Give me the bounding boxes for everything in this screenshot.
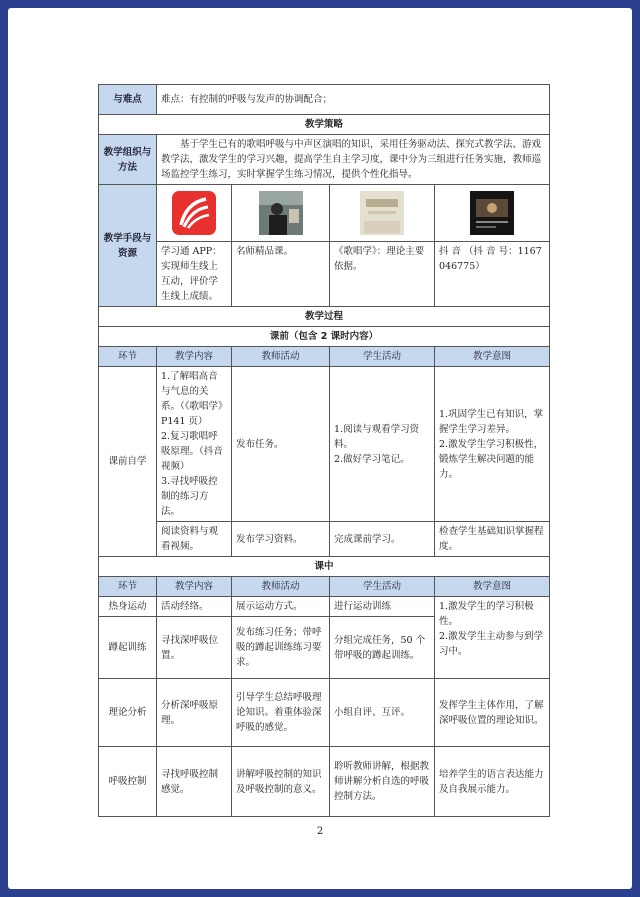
teacher-activity-cell: 发布任务。 (232, 367, 330, 522)
strategy-title-row (99, 115, 550, 135)
teacher-activity-cell: 讲解呼吸控制的知识及呼吸控制的意义。 (232, 747, 330, 817)
intent-cell: 1.巩固学生已有知识，掌握学生学习差异。 2.激发学生学习积极性，锻炼学生解决问题的能力。 (435, 367, 550, 522)
column-header: 教学意图 (435, 577, 550, 597)
column-header: 教学意图 (435, 347, 550, 367)
process-title-row (99, 307, 550, 327)
table-row (99, 522, 550, 557)
page-number: 2 (316, 826, 324, 837)
difficulty-text: 难点：有控制的呼吸与发声的协调配合； (157, 85, 550, 115)
douyin-video-thumbnail-icon (470, 191, 514, 235)
intent-cell: 检查学生基础知识掌握程度。 (435, 522, 550, 557)
intent-cell: 发挥学生主体作用，了解深呼吸位置的理论知识。 (435, 679, 550, 747)
student-activity-cell: 聆听教师讲解，根据教师讲解分析自选的呼吸控制方法。 (330, 747, 435, 817)
table-row (99, 679, 550, 747)
teacher-activity-cell: 展示运动方式。 (232, 597, 330, 617)
xuexitong-app-logo-icon (172, 191, 216, 235)
difficulty-label: 与难点 (99, 85, 157, 115)
stage-cell: 理论分析 (99, 679, 157, 747)
column-header: 教学内容 (157, 347, 232, 367)
resource-image-cell (330, 185, 435, 242)
resources-text-row (99, 242, 550, 307)
teacher-video-thumbnail-icon (259, 191, 303, 235)
pre-class-header-row (99, 347, 550, 367)
intent-cell: 培养学生的语言表达能力及自我展示能力。 (435, 747, 550, 817)
intent-cell: 1.激发学生的学习积极性。 2.激发学生主动参与到学习中。 (435, 597, 550, 679)
student-activity-cell: 分组完成任务，50 个带呼吸的蹲起训练。 (330, 617, 435, 679)
table-row (99, 747, 550, 817)
lesson-plan-table (98, 84, 550, 817)
column-header: 教学内容 (157, 577, 232, 597)
student-activity-cell: 完成课前学习。 (330, 522, 435, 557)
student-activity-cell: 1.阅读与观看学习资料。 2.做好学习笔记。 (330, 367, 435, 522)
in-class-header-row (99, 577, 550, 597)
column-header: 环节 (99, 347, 157, 367)
organization-row (99, 135, 550, 185)
book-cover-thumbnail-icon (360, 191, 404, 235)
teacher-activity-cell: 引导学生总结呼吸理论知识。着重体验深呼吸的感觉。 (232, 679, 330, 747)
student-activity-cell: 小组自评、互评。 (330, 679, 435, 747)
resource-text: 名师精品课。 (232, 242, 330, 307)
resource-image-cell (232, 185, 330, 242)
stage-cell: 蹲起训练 (99, 617, 157, 679)
stage-cell: 热身运动 (99, 597, 157, 617)
table-row (99, 597, 550, 617)
resource-text: 学习通 APP：实现师生线上互动，评价学生线上成绩。 (157, 242, 232, 307)
content-cell: 寻找呼吸控制感觉。 (157, 747, 232, 817)
organization-label: 教学组织与方法 (99, 135, 157, 185)
pre-class-title: 课前（包含 2 课时内容） (99, 327, 550, 347)
resources-image-row (99, 185, 550, 242)
resource-image-cell (157, 185, 232, 242)
difficulty-row (99, 85, 550, 115)
column-header: 学生活动 (330, 577, 435, 597)
column-header: 教师活动 (232, 577, 330, 597)
teacher-activity-cell: 发布学习资料。 (232, 522, 330, 557)
pre-class-title-row (99, 327, 550, 347)
table-row (99, 367, 550, 522)
teacher-activity-cell: 发布练习任务；带呼吸的蹲起训练练习要求。 (232, 617, 330, 679)
column-header: 教师活动 (232, 347, 330, 367)
document-page (8, 8, 632, 889)
content-cell: 1.了解唱高音与气息的关系。（《歌唱学》P141 页） 2.复习歌唱呼吸原理。（抖音视频） 3.寻找呼吸控制的练习方法。 (157, 367, 232, 522)
stage-cell: 呼吸控制 (99, 747, 157, 817)
resource-text: 抖 音 （抖 音 号：1167046775） (435, 242, 550, 307)
resource-image-cell (435, 185, 550, 242)
strategy-title: 教学策略 (99, 115, 550, 135)
process-title: 教学过程 (99, 307, 550, 327)
in-class-title-row (99, 557, 550, 577)
content-cell: 活动经络。 (157, 597, 232, 617)
content-cell: 寻找深呼吸位置。 (157, 617, 232, 679)
column-header: 环节 (99, 577, 157, 597)
student-activity-cell: 进行运动训练 (330, 597, 435, 617)
organization-text: 基于学生已有的歌唱呼吸与中声区演唱的知识，采用任务驱动法、探究式教学法、游戏教学法，激发学生的学习兴趣，提高学生自主学习度，课中分为三组进行任务实施，教师巡场监控学生练习，实时掌握学生练习情况，提供个性化指导。 (157, 135, 550, 185)
means-label: 教学手段与资源 (99, 185, 157, 307)
column-header: 学生活动 (330, 347, 435, 367)
stage-cell: 课前自学 (99, 367, 157, 557)
in-class-title: 课中 (99, 557, 550, 577)
resource-text: 《歌唱学》：理论主要依据。 (330, 242, 435, 307)
content-cell: 分析深呼吸原理。 (157, 679, 232, 747)
content-cell: 阅读资料与观看视频。 (157, 522, 232, 557)
